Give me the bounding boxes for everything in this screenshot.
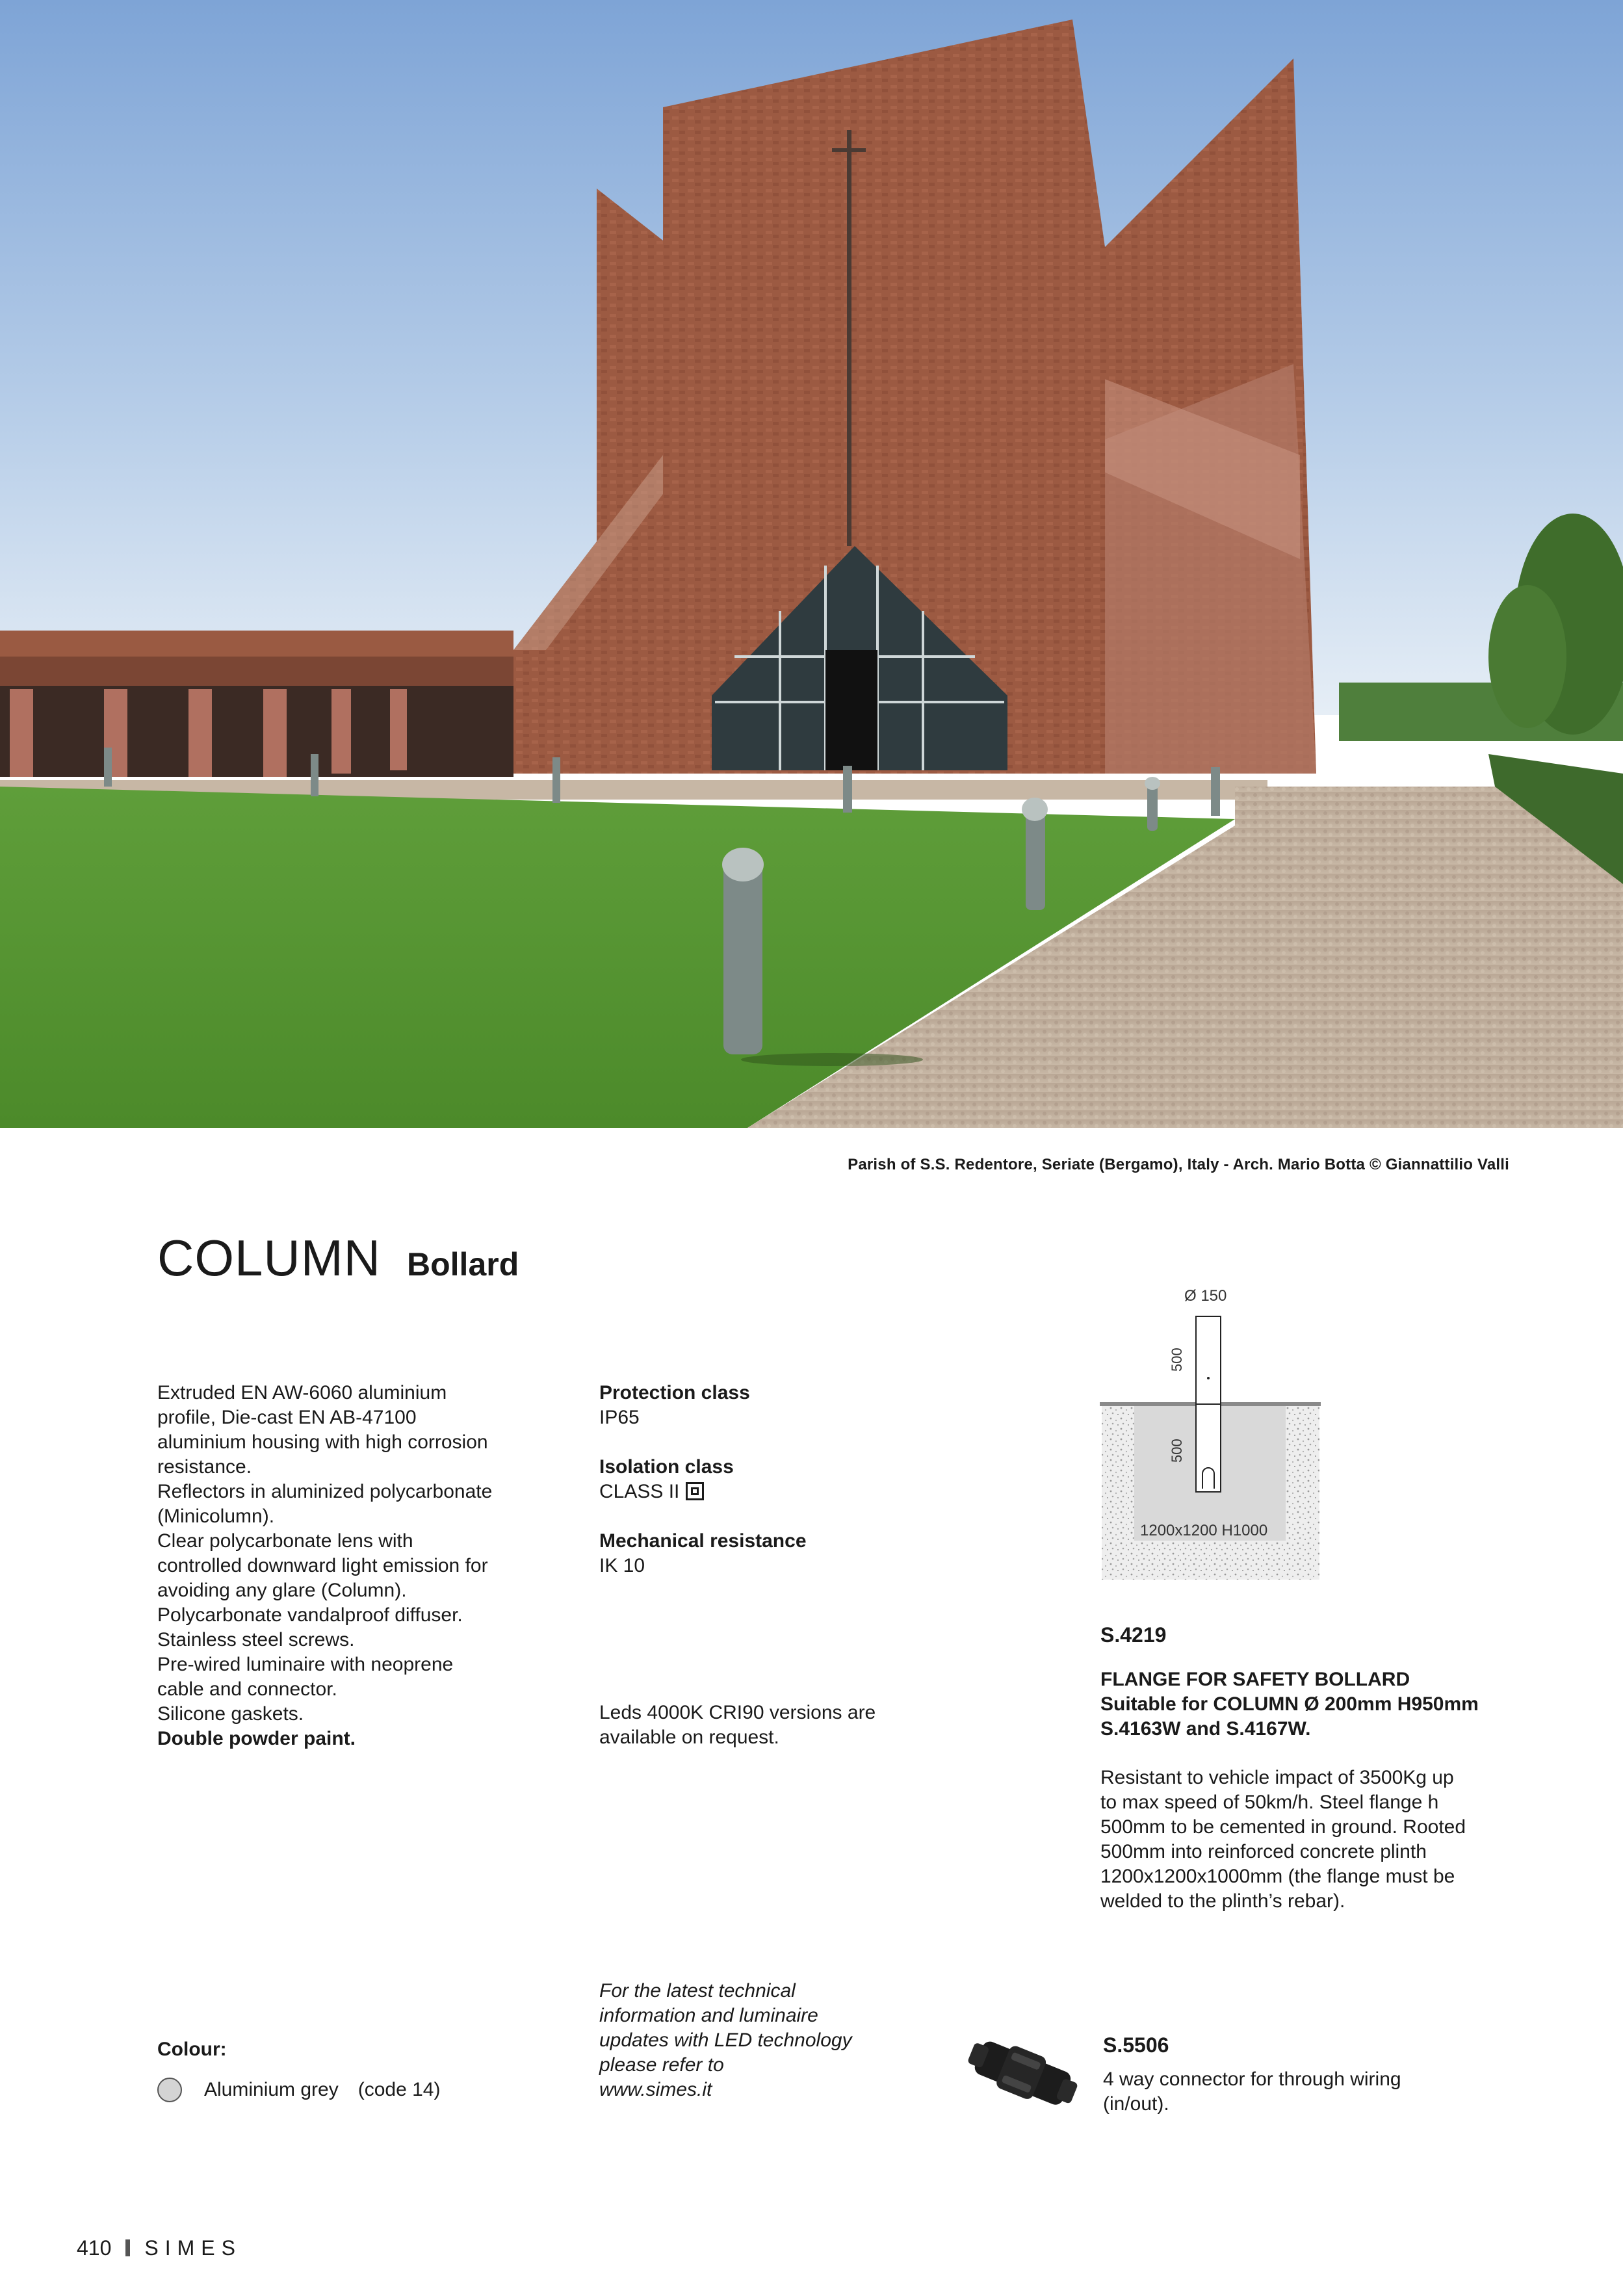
description-line: cable and connector. [157,1678,337,1700]
footer-separator [125,2239,130,2256]
product-type: Bollard [407,1246,519,1283]
description-line: resistance. [157,1456,252,1478]
product-description [157,1381,534,1751]
flange-desc-line: 1200x1200x1000mm (the flange must be [1100,1866,1455,1887]
led-note-line: Leds 4000K CRI90 versions are [599,1702,876,1723]
latest-info-note [599,1979,898,2102]
drawing-height-below-label: 500 [1169,1439,1185,1463]
colour-option [157,2078,440,2102]
website-link[interactable]: www.simes.it [599,2079,712,2100]
hero-photo [0,0,1623,1128]
description-line: (Minicolumn). [157,1506,275,1527]
connector-image [966,2031,1080,2115]
connector-code: S.5506 [1103,2033,1169,2057]
product-name: COLUMN [157,1229,382,1286]
flange-title [1100,1667,1555,1742]
description-line: Pre-wired luminaire with neoprene [157,1654,454,1675]
description-line: controlled downward light emission for [157,1555,488,1576]
colour-code: (code 14) [357,2079,441,2100]
connector-desc-line: (in/out). [1103,2093,1169,2115]
description-line: Polycarbonate vandalproof diffuser. [157,1604,463,1626]
description-line: avoiding any glare (Column). [157,1580,407,1601]
colour-label: Colour: [157,2039,227,2060]
description-line: aluminium housing with high corrosion [157,1431,488,1453]
latest-line: please refer to [599,2054,724,2076]
latest-line: information and luminaire [599,2005,818,2026]
latest-line: For the latest technical [599,1980,796,2002]
spec-value: CLASS II [599,1481,680,1502]
drawing-height-above-label: 500 [1169,1348,1185,1372]
spec-label: Mechanical resistance [599,1530,807,1552]
description-bold-line: Double powder paint. [157,1728,356,1749]
flange-title-line: FLANGE FOR SAFETY BOLLARD [1100,1669,1410,1690]
page-footer [77,2236,242,2260]
led-note-line: available on request. [599,1727,779,1748]
description-line: Stainless steel screws. [157,1629,355,1650]
brand-name: SIMES [144,2236,242,2260]
spec-value: IP65 [599,1407,640,1428]
latest-line: updates with LED technology [599,2029,852,2051]
drawing-diameter-label: Ø 150 [1184,1287,1227,1305]
flange-drawing [1098,1281,1326,1599]
page-number: 410 [77,2236,112,2260]
colour-swatch-icon [157,2078,182,2102]
description-line: profile, Die-cast EN AB-47100 [157,1407,417,1428]
flange-desc-line: 500mm into reinforced concrete plinth [1100,1841,1427,1862]
flange-desc-line: Resistant to vehicle impact of 3500Kg up [1100,1767,1454,1788]
spec-protection [599,1381,950,1430]
description-line: Extruded EN AW-6060 aluminium [157,1382,447,1403]
spec-isolation [599,1455,950,1504]
description-line: Clear polycarbonate lens with [157,1530,413,1552]
flange-code: S.4219 [1100,1623,1167,1647]
spec-label: Isolation class [599,1456,734,1478]
flange-title-line: Suitable for COLUMN Ø 200mm H950mm [1100,1693,1479,1715]
led-note [599,1701,950,1750]
connector-description [1103,2067,1401,2117]
description-line: Silicone gaskets. [157,1703,304,1725]
flange-title-line: S.4163W and S.4167W. [1100,1718,1311,1740]
spec-list [599,1381,950,1603]
description-line: Reflectors in aluminized polycarbonate [157,1481,493,1502]
drawing-plinth-label: 1200x1200 H1000 [1140,1522,1268,1539]
spec-label: Protection class [599,1382,750,1403]
photo-caption: Parish of S.S. Redentore, Seriate (Bergamo), Italy - Arch. Mario Botta © Giannattilio Valli [848,1156,1509,1173]
page-title [157,1229,519,1288]
spec-mechanical [599,1529,950,1578]
connector-desc-line: 4 way connector for through wiring [1103,2068,1401,2090]
class-ii-icon [686,1482,704,1500]
flange-desc-line: welded to the plinth’s rebar). [1100,1890,1345,1912]
flange-desc-line: 500mm to be cemented in ground. Rooted [1100,1816,1466,1838]
spec-value: IK 10 [599,1555,645,1576]
flange-desc-line: to max speed of 50km/h. Steel flange h [1100,1792,1439,1813]
colour-name: Aluminium grey [204,2079,339,2100]
flange-description [1100,1766,1516,1914]
